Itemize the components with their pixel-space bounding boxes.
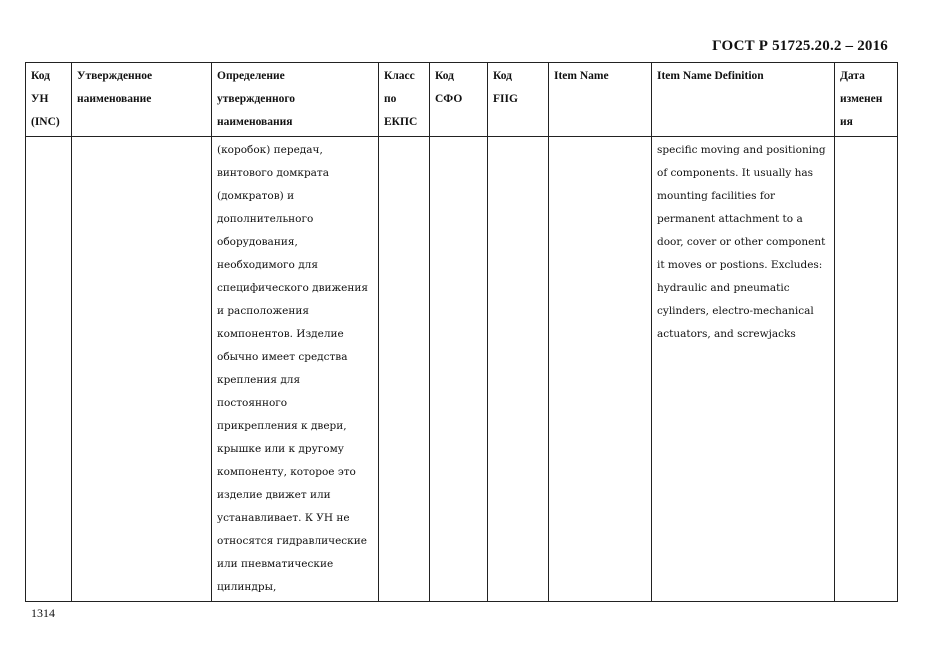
header-ekps-class: Класс по ЕКПС [379,63,430,137]
header-fiig-code: Код FIIG [488,63,549,137]
cell-change-date [835,137,898,602]
table-row [26,137,898,602]
header-inc: Код УН (INC) [26,63,72,137]
document-title: ГОСТ Р 51725.20.2 – 2016 [712,38,888,54]
catalog-table [25,62,898,602]
cell-item-name-definition: specific moving and positioning of components. It usually has mounting facilities for permanent attachment to a door, cover or other component it moves or postions. Excludes: hydraulic and pneumatic cylinders, electro-mechanical actuators, and screwjacks [652,137,835,602]
cell-sfo-code [430,137,488,602]
page-number: 1314 [31,606,55,620]
cell-definition-ru: (коробок) передач, винтового домкрата (домкратов) и дополнительного оборудования, необходимого для специфического движения и расположения компонентов. Изделие обычно имеет средства крепления для постоянного прикрепления к двери, крышке или к другому компоненту, которое это изделие движет или устанавливает. К УН не относятся гидравлические или пневматические цилиндры, [212,137,379,602]
header-item-name: Item Name [549,63,652,137]
header-item-name-definition: Item Name Definition [652,63,835,137]
header-sfo-code: Код СФО [430,63,488,137]
header-change-date: Дата изменен ия [835,63,898,137]
table-header-row [26,63,898,137]
header-definition-ru: Определение утвержденного наименования [212,63,379,137]
cell-inc [26,137,72,602]
header-approved-name: Утвержденное наименование [72,63,212,137]
cell-ekps-class [379,137,430,602]
cell-approved-name [72,137,212,602]
cell-fiig-code [488,137,549,602]
cell-item-name [549,137,652,602]
